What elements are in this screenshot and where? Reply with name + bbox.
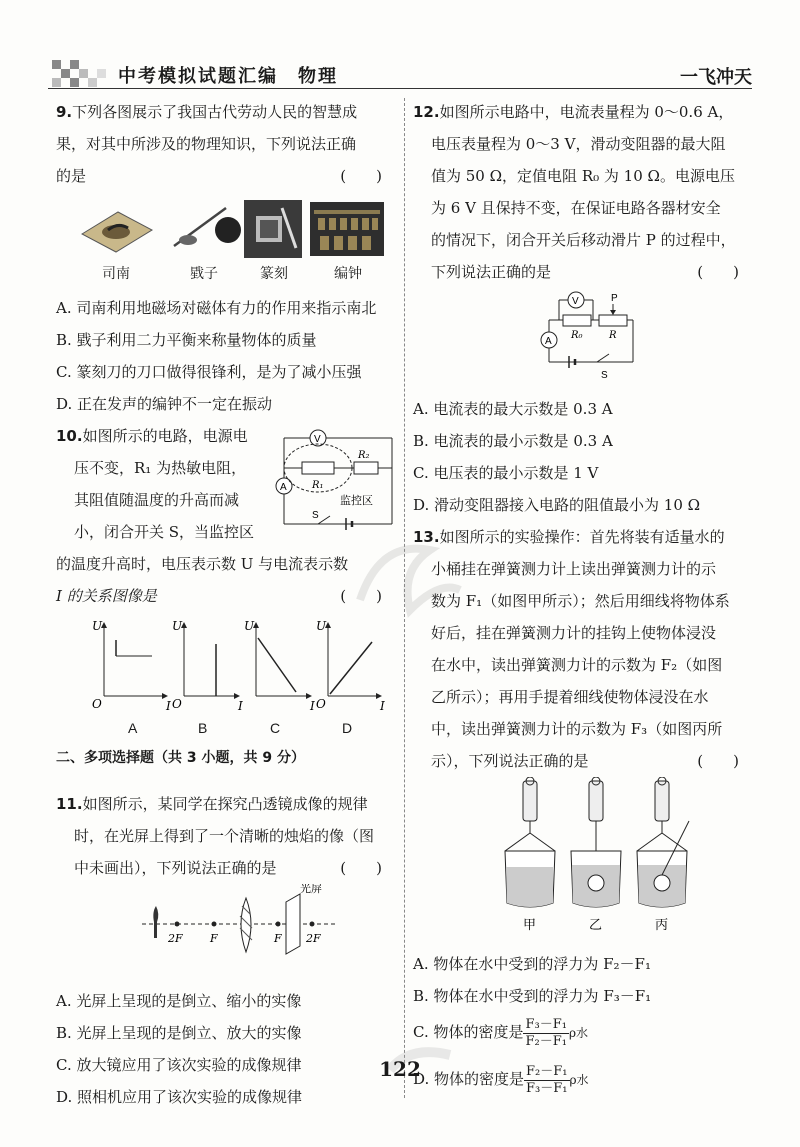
question-text: 压不变，R₁ 为热敏电阻， [74, 459, 247, 477]
question-9 [56, 96, 396, 420]
bianzhong-bells-image [310, 202, 384, 256]
screen-label: 光屏 [300, 884, 322, 895]
question-text: 下列各图展示了我国古代劳动人民的智慧成 [72, 103, 358, 121]
question-text: I 的关系图像是 [56, 587, 157, 605]
question-text: 示），下列说法正确的是 [431, 752, 589, 770]
question-text: 中，读出弹簧测力计的示数为 F₃（如图丙所 [431, 720, 723, 738]
checker-pattern [52, 60, 106, 88]
q11-lens-diagram [56, 884, 396, 974]
q13-spring-scale-diagram [413, 777, 753, 937]
q12-circuit-diagram [413, 288, 753, 382]
caption-zhuanke: 篆刻 [260, 266, 288, 282]
question-text: 中未画出），下列说法正确的是 [74, 859, 277, 877]
option-c-text: C. 物体的密度是 [413, 1023, 524, 1041]
switch-label: S [312, 510, 319, 521]
question-text: 的情况下，闭合开关后移动滑片 P 的过程中， [431, 231, 736, 249]
option-b[interactable]: B. 戥子利用二力平衡来称量物体的质量 [56, 331, 317, 349]
2f-right-label: 2F [306, 932, 321, 945]
graph-d-u-label: U [316, 619, 327, 633]
q10-circuit-diagram [274, 424, 400, 534]
voltmeter-label: V [314, 434, 321, 445]
option-c[interactable]: C. 篆刻刀的刀口做得很锋利，是为了减小压强 [56, 363, 362, 381]
f-left-label: F [210, 932, 218, 945]
option-d[interactable]: D. 滑动变阻器接入电路的阻值最小为 10 Ω [413, 496, 701, 514]
2f-left-label: 2F [168, 932, 183, 945]
graph-b-o-label: O [172, 697, 182, 711]
graph-b-i-label: I [238, 699, 243, 712]
graph-b[interactable] [172, 619, 243, 712]
caption-bing: 丙 [655, 918, 669, 933]
answer-bracket[interactable]: ( ) [697, 752, 739, 770]
page-number: 122 [379, 1057, 421, 1081]
page-header [0, 0, 800, 95]
graph-a-i-label: I [166, 699, 171, 712]
caption-jia: 甲 [523, 918, 537, 933]
option-d-rho: ρ水 [569, 1073, 589, 1087]
q9-pictures [56, 192, 396, 292]
r1-label: R₁ [312, 480, 324, 491]
header-rule [48, 88, 752, 89]
question-text: 如图所示的实验操作：首先将装有适量水的 [439, 528, 725, 546]
option-c-denominator: F₂－F₁ [525, 1033, 567, 1049]
option-b[interactable]: B. 光屏上呈现的是倒立、放大的实像 [56, 1024, 302, 1042]
switch-label: S [601, 370, 608, 381]
question-number: 10. [56, 427, 83, 445]
watermark-logo [340, 520, 480, 640]
option-c-fraction [523, 1017, 568, 1050]
question-text: 电压表量程为 0～3 V，滑动变阻器的最大阻 [431, 135, 726, 153]
question-text: 小桶挂在弹簧测力计上读出弹簧测力计的示 [431, 560, 717, 578]
caption-yi: 乙 [589, 918, 603, 933]
graph-a-o-label: O [92, 697, 102, 711]
question-text: 在水中，读出弹簧测力计的示数为 F₂（如图 [431, 656, 723, 674]
r2-label: R₂ [358, 450, 370, 461]
question-text: 乙所示）；再用手提着细线使物体浸没在水 [431, 688, 709, 706]
caption-dengzi: 戥子 [190, 266, 218, 282]
setup-yi [571, 777, 621, 907]
option-d[interactable]: D. 照相机应用了该次实验的成像规律 [56, 1088, 303, 1106]
option-a[interactable]: A. 光屏上呈现的是倒立、缩小的实像 [56, 992, 302, 1010]
r0-label: R₀ [571, 330, 583, 341]
f-right-label: F [274, 932, 282, 945]
option-d[interactable]: D. 正在发声的编钟不一定在振动 [56, 395, 273, 413]
r-label: R [609, 330, 617, 341]
question-text: 如图所示电路中，电流表量程为 0～0.6 A， [439, 103, 734, 121]
choice-b[interactable]: B [198, 720, 208, 736]
brand-logo-text: 一飞冲天 [680, 67, 752, 88]
question-text: 值为 50 Ω，定值电阻 R₀ 为 10 Ω。电源电压 [431, 167, 735, 185]
option-c[interactable]: C. 放大镜应用了该次实验的成像规律 [56, 1056, 302, 1074]
seal-carving-image [242, 198, 304, 260]
choice-a[interactable]: A [128, 720, 138, 736]
caption-bianzhong: 编钟 [334, 266, 362, 282]
graph-b-u-label: U [172, 619, 183, 633]
answer-bracket[interactable]: ( ) [697, 263, 739, 281]
question-number: 11. [56, 795, 83, 813]
question-text: 好后，挂在弹簧测力计的挂钩上使物体浸没 [431, 624, 717, 642]
question-text: 小，闭合开关 S，当监控区 [74, 523, 255, 541]
choice-c[interactable]: C [270, 720, 281, 736]
setup-bing [637, 777, 689, 907]
option-a[interactable]: A. 物体在水中受到的浮力为 F₂－F₁ [413, 955, 651, 973]
option-d-denominator: F₃－F₁ [526, 1080, 568, 1096]
caption-sinan: 司南 [102, 266, 130, 282]
question-12 [413, 96, 753, 521]
graph-a-u-label: U [92, 619, 103, 633]
option-a[interactable]: A. 电流表的最大示数是 0.3 A [413, 400, 613, 418]
graph-choice-letters [56, 712, 396, 740]
question-number: 13. [413, 528, 440, 546]
question-text: 如图所示，某同学在探究凸透镜成像的规律 [82, 795, 368, 813]
question-number: 9. [56, 103, 73, 121]
option-c-rho: ρ水 [568, 1026, 589, 1040]
answer-bracket[interactable]: ( ) [340, 167, 382, 185]
ammeter-label: A [280, 482, 287, 493]
choice-d[interactable]: D [342, 720, 353, 736]
graph-c[interactable] [244, 619, 315, 712]
option-d-text: D. 物体的密度是 [413, 1070, 525, 1088]
option-c[interactable] [413, 1012, 753, 1053]
dengzi-steelyard-image [166, 200, 242, 258]
question-number: 12. [413, 103, 440, 121]
graph-a[interactable] [92, 619, 171, 712]
voltmeter-label: V [572, 296, 579, 307]
question-text: 果，对其中所涉及的物理知识，下列说法正确 [56, 135, 357, 153]
question-text: 数为 F₁（如图甲所示）；然后用细线将物体系 [431, 592, 730, 610]
question-text: 为 6 V 且保持不变，在保证电路各器材安全 [431, 199, 721, 217]
section-heading: 二、多项选择题（共 3 小题，共 9 分） [56, 750, 305, 766]
sinan-compass-image [78, 206, 154, 256]
graph-d-o-label: O [316, 697, 326, 711]
book-title: 中考模拟试题汇编 物理 [118, 66, 338, 87]
question-text: 如图所示的电路，电源电 [82, 427, 248, 445]
option-d-numerator: F₂－F₁ [526, 1063, 568, 1079]
zone-label: 监控区 [340, 494, 373, 507]
question-text: 下列说法正确的是 [431, 263, 552, 281]
option-c[interactable]: C. 电压表的最小示数是 1 V [413, 464, 599, 482]
option-a[interactable]: A. 司南利用地磁场对磁体有力的作用来指示南北 [56, 299, 377, 317]
graph-c-u-label: U [244, 619, 255, 633]
question-text: 的温度升高时，电压表示数 U 与电流表示数 [56, 555, 349, 573]
slider-p-label: P [611, 293, 618, 304]
option-c-numerator: F₃－F₁ [525, 1016, 567, 1032]
question-text: 时，在光屏上得到了一个清晰的烛焰的像（图 [74, 827, 375, 845]
graph-c-i-label: I [310, 699, 315, 712]
graph-d-i-label: I [380, 699, 385, 712]
setup-jia [505, 777, 555, 907]
ammeter-label: A [545, 336, 552, 347]
question-text: 的是 [56, 167, 87, 185]
answer-bracket[interactable]: ( ) [340, 587, 382, 605]
question-text: 其阻值随温度的升高而减 [74, 491, 240, 509]
option-b[interactable]: B. 电流表的最小示数是 0.3 A [413, 432, 613, 450]
answer-bracket[interactable]: ( ) [340, 859, 382, 877]
option-b[interactable]: B. 物体在水中受到的浮力为 F₃－F₁ [413, 987, 652, 1005]
